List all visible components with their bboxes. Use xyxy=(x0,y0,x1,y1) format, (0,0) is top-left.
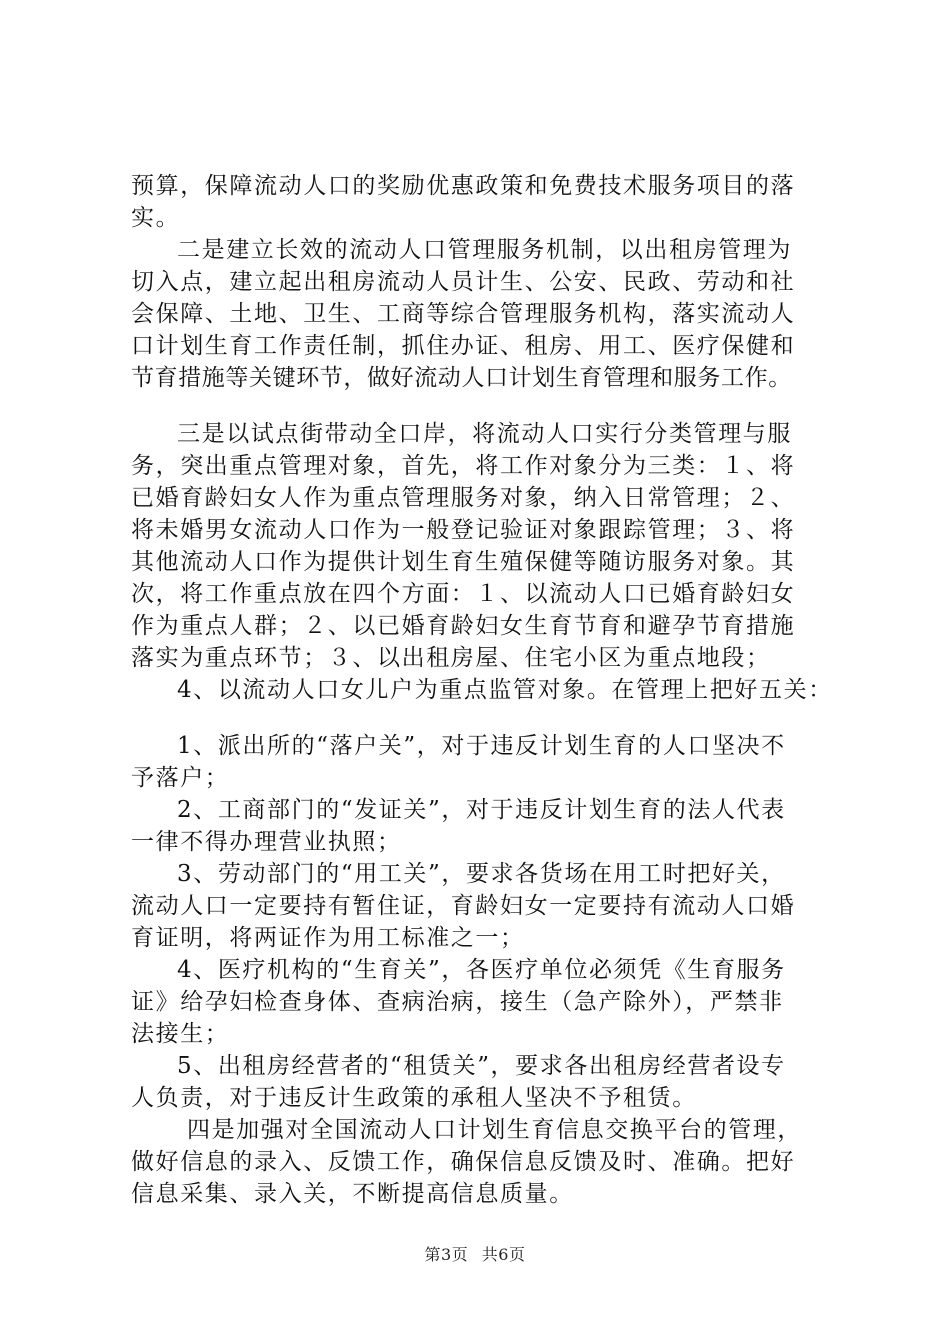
text-line: 务，突出重点管理对象，首先，将工作对象分为三类：１、将 xyxy=(131,453,796,479)
text-line: 切入点，建立起出租房流动人员计生、公安、民政、劳动和社 xyxy=(131,269,796,295)
paragraph-start-line: 四是加强对全国流动人口计划生育信息交换平台的管理， xyxy=(187,1117,802,1143)
text-line: 其他流动人口作为提供计划生育生殖保健等随访服务对象。其 xyxy=(131,549,796,575)
paragraph-start-line: 4、以流动人口女儿户为重点监管对象。在管理上把好五关： xyxy=(177,677,833,703)
text-line: 已婚育龄妇女人作为重点管理服务对象，纳入日常管理；２、 xyxy=(131,485,796,511)
page-number: 第3页 xyxy=(424,1245,469,1264)
text-line: 实。 xyxy=(131,205,181,231)
text-line: 次，将工作重点放在四个方面：１、以流动人口已婚育龄妇女 xyxy=(131,581,796,607)
paragraph-start-line: 二是建立长效的流动人口管理服务机制，以出租房管理为 xyxy=(177,237,792,263)
text-line: 预算，保障流动人口的奖励优惠政策和免费技术服务项目的落 xyxy=(131,173,796,199)
list-item-line: 1、派出所的“落户关”，对于违反计划生育的人口坚决不 xyxy=(177,733,786,759)
list-item-line: 4、医疗机构的“生育关”，各医疗单位必须凭《生育服务 xyxy=(177,957,786,983)
list-item-line: 5、出租房经营者的“租赁关”，要求各出租房经营者设专 xyxy=(177,1053,786,1079)
page-footer xyxy=(0,1242,950,1265)
text-line: 人负责，对于违反计生政策的承租人坚决不予租赁。 xyxy=(131,1085,697,1111)
text-line: 会保障、土地、卫生、工商等综合管理服务机构，落实流动人 xyxy=(131,301,796,327)
text-line: 法接生； xyxy=(131,1021,230,1047)
text-line: 做好信息的录入、反馈工作，确保信息反馈及时、准确。把好 xyxy=(131,1149,796,1175)
text-line: 作为重点人群；２、以已婚育龄妇女生育节育和避孕节育措施 xyxy=(131,613,796,639)
page-total: 共6页 xyxy=(481,1245,526,1264)
text-line: 予落户； xyxy=(131,765,230,791)
text-line: 节育措施等关键环节，做好流动人口计划生育管理和服务工作。 xyxy=(131,365,792,391)
text-line: 育证明，将两证作为用工标准之一； xyxy=(131,925,525,951)
text-line: 证》给孕妇检查身体、查病治病，接生（急产除外），严禁非 xyxy=(131,989,784,1015)
text-line: 落实为重点环节；３、以出租房屋、住宅小区为重点地段； xyxy=(131,645,771,671)
list-item-line: 3、劳动部门的“用工关”，要求各货场在用工时把好关， xyxy=(177,861,786,887)
text-line: 将未婚男女流动人口作为一般登记验证对象跟踪管理；３、将 xyxy=(131,517,796,543)
text-line: 一律不得办理营业执照； xyxy=(131,829,402,855)
list-item-line: 2、工商部门的“发证关”，对于违反计划生育的法人代表 xyxy=(177,797,786,823)
text-line: 流动人口一定要持有暂住证，育龄妇女一定要持有流动人口婚 xyxy=(131,893,796,919)
paragraph-start-line: 三是以试点街带动全口岸，将流动人口实行分类管理与服 xyxy=(177,421,792,447)
paragraph-gap xyxy=(131,394,831,418)
paragraph-gap xyxy=(131,706,831,730)
document-body xyxy=(131,170,831,1210)
text-line: 信息采集、录入关，不断提高信息质量。 xyxy=(131,1181,574,1207)
text-line: 口计划生育工作责任制，抓住办证、租房、用工、医疗保健和 xyxy=(131,333,796,359)
